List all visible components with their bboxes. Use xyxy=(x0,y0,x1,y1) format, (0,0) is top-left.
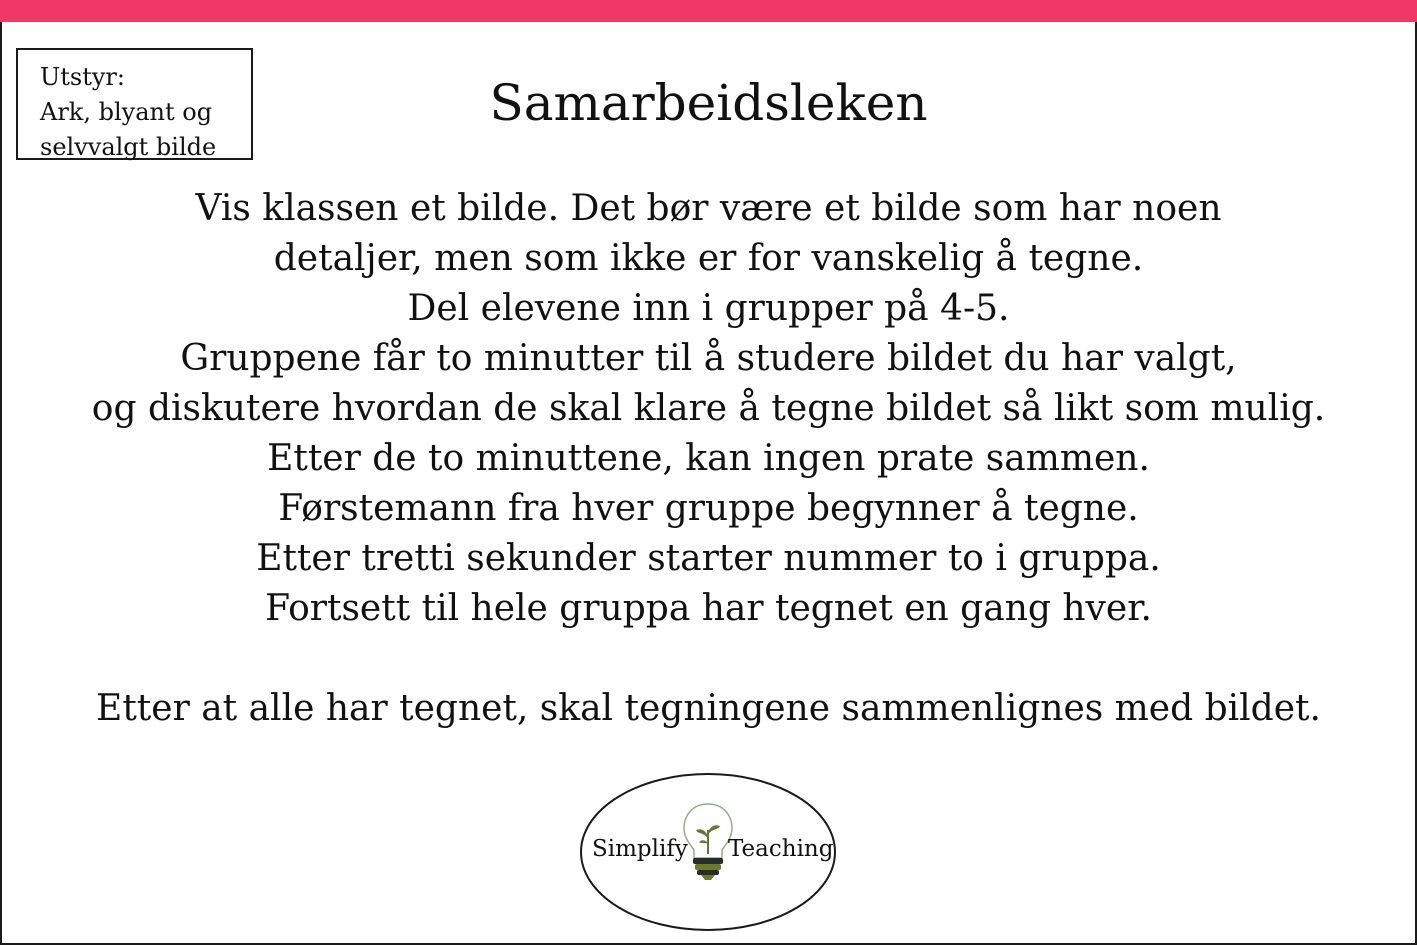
equipment-heading: Utstyr: xyxy=(40,63,125,91)
instruction-line: Fortsett til hele gruppa har tegnet en gang hver. xyxy=(265,588,1152,629)
logo-text-teaching: Teaching xyxy=(728,836,834,862)
top-accent-bar xyxy=(0,0,1417,22)
instruction-line: Gruppene får to minutter til å studere bildet du har valgt, xyxy=(180,338,1237,379)
instruction-line: Del elevene inn i grupper på 4-5. xyxy=(407,288,1010,329)
instruction-line: Vis klassen et bilde. Det bør være et bilde som har noen xyxy=(195,188,1222,229)
logo-text-simplify: Simplify xyxy=(592,836,688,862)
instruction-line: Etter tretti sekunder starter nummer to i gruppa. xyxy=(256,538,1161,579)
simplify-teaching-logo xyxy=(580,772,836,932)
instruction-line: Etter de to minuttene, kan ingen prate sammen. xyxy=(267,438,1150,479)
equipment-line-2: selvvalgt bilde xyxy=(40,133,217,161)
instruction-line: og diskutere hvordan de skal klare å tegne bildet så likt som mulig. xyxy=(91,388,1326,429)
page-title: Samarbeidsleken xyxy=(489,74,928,132)
instruction-line: Førstemann fra hver gruppe begynner å tegne. xyxy=(278,488,1139,529)
instruction-line: detaljer, men som ikke er for vanskelig å tegne. xyxy=(273,238,1144,279)
instructions-list xyxy=(0,184,1417,634)
conclusion-text: Etter at alle har tegnet, skal tegningene sammenlignes med bildet. xyxy=(96,688,1321,729)
equipment-line-1: Ark, blyant og xyxy=(40,98,213,126)
